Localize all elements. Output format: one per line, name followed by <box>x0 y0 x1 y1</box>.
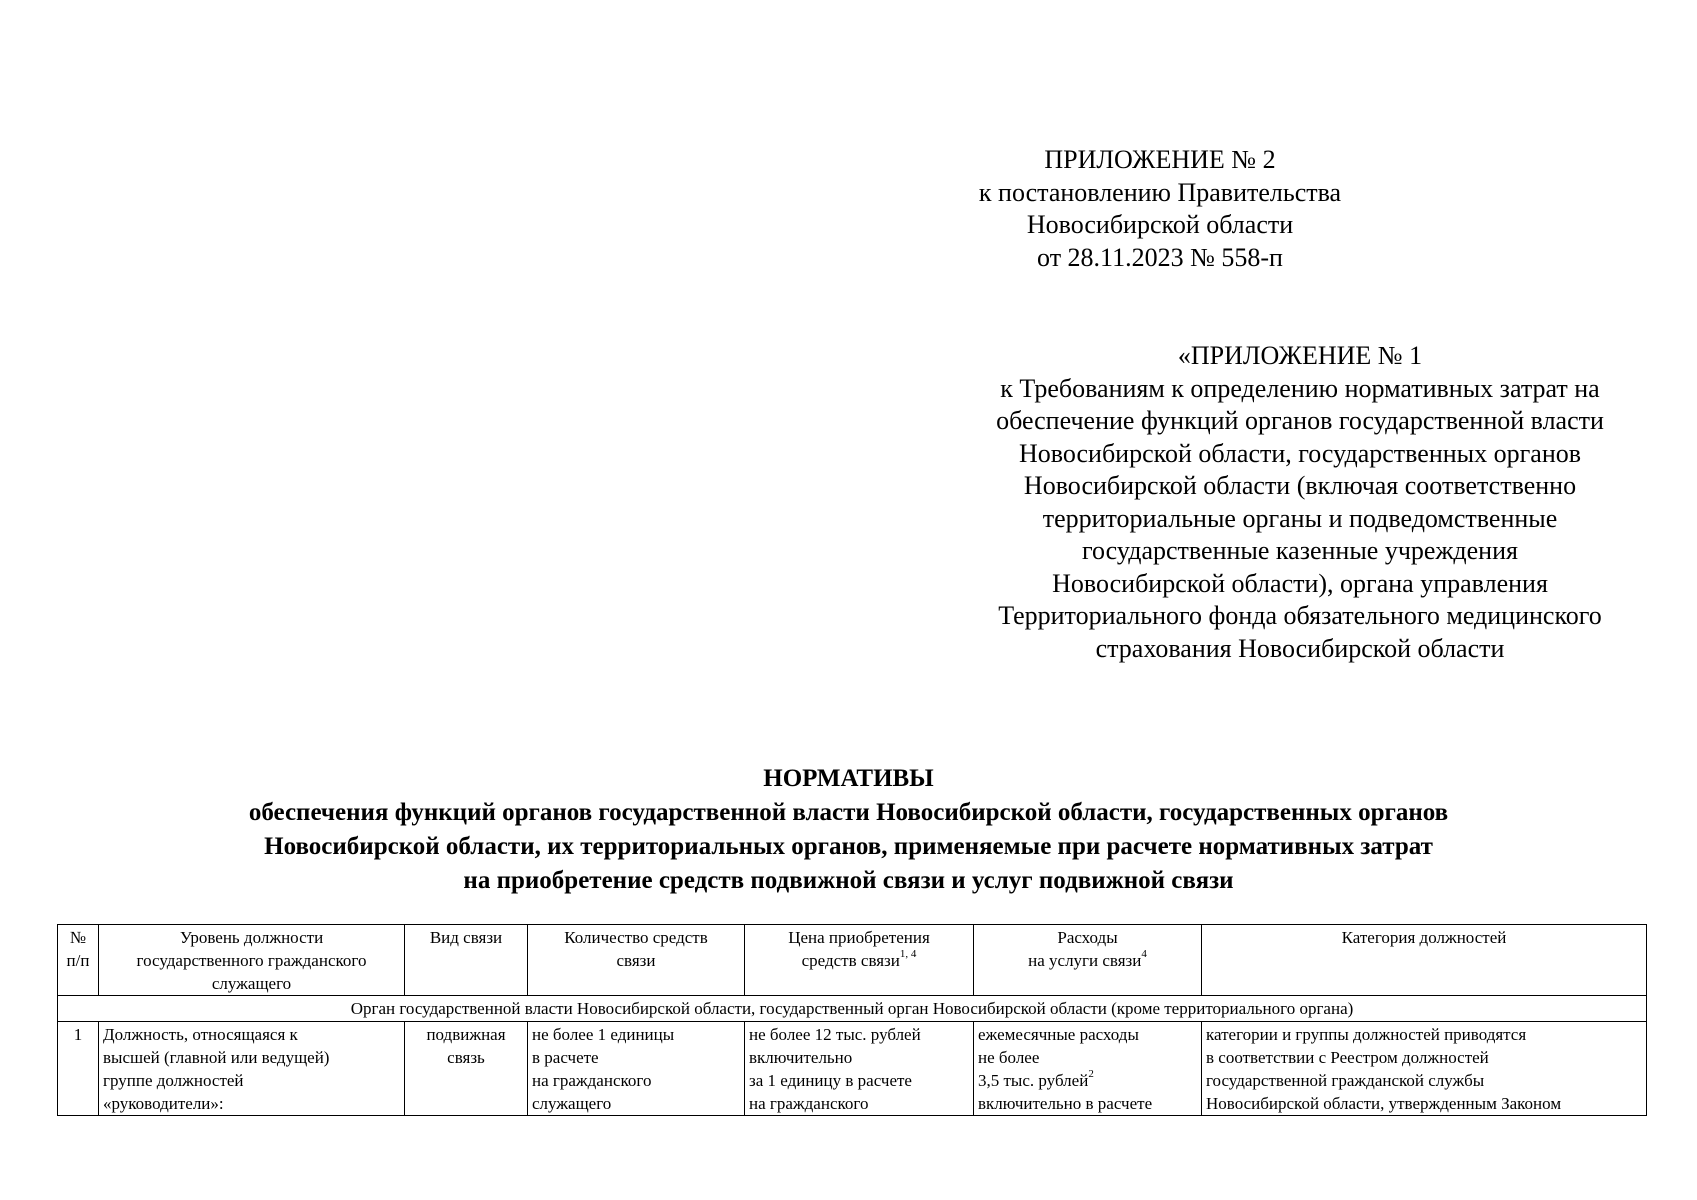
cell-position-level <box>99 1022 405 1116</box>
cell-price <box>745 1022 974 1116</box>
appendix-1-header <box>950 340 1650 665</box>
cell-line: «руководители»: <box>103 1094 224 1113</box>
header-level-line: служащего <box>211 974 292 993</box>
header-expenses-line <box>978 949 1197 972</box>
footnote-marker: 1, 4 <box>899 948 917 961</box>
cell-line: служащего <box>532 1094 612 1113</box>
cell-line: ежемесячные расходы <box>978 1025 1139 1044</box>
cell-expenses <box>974 1022 1202 1116</box>
appendix-1-line: территориальные органы и подведомственные <box>1042 503 1558 533</box>
appendix-1-line: обеспечение функций органов государственной власти <box>996 406 1604 435</box>
title-heading: НОРМАТИВЫ <box>763 765 934 792</box>
cell-line <box>978 1069 1197 1092</box>
cell-line: в расчете <box>532 1048 599 1067</box>
header-number <box>58 925 99 996</box>
cell-line: на гражданского <box>749 1094 869 1113</box>
footnote-marker: 2 <box>1088 1068 1094 1081</box>
title-line: Новосибирской области, их территориальных органов, применяемые при расчете нормативных затрат <box>264 833 1433 860</box>
header-category <box>1202 925 1647 996</box>
footnote-marker: 4 <box>1141 948 1147 961</box>
cell-number: 1 <box>58 1022 99 1116</box>
appendix-2-header <box>850 144 1470 274</box>
appendix-1-line: к Требованиям к определению нормативных затрат на <box>1000 373 1600 403</box>
cell-line: не более 1 единицы <box>532 1025 675 1044</box>
header-price <box>745 925 974 996</box>
cell-category <box>1202 1022 1647 1116</box>
title-line: на приобретение средств подвижной связи и услуг подвижной связи <box>463 867 1234 894</box>
cell-line: категории и группы должностей приводятся <box>1206 1025 1527 1044</box>
cell-line: в соответствии с Реестром должностей <box>1206 1048 1489 1067</box>
header-expenses-text: на услуги связи <box>1028 951 1142 970</box>
appendix-1-line: Территориального фонда обязательного медицинского <box>998 601 1602 630</box>
header-quantity <box>528 925 745 996</box>
cell-line: государственной гражданской службы <box>1206 1071 1485 1090</box>
header-number-line: № <box>69 928 87 947</box>
cell-text: 3,5 тыс. рублей <box>978 1071 1089 1090</box>
appendix-2-line: от 28.11.2023 № 558-п <box>1037 242 1283 272</box>
header-connection-type <box>405 925 528 996</box>
header-price-line <box>749 949 969 972</box>
appendix-1-line: государственные казенные учреждения <box>1082 536 1518 565</box>
cell-line: связь <box>447 1048 485 1067</box>
cell-connection-type <box>405 1022 528 1116</box>
header-position-level <box>99 925 405 996</box>
cell-line: Должность, относящаяся к <box>103 1025 298 1044</box>
header-expenses <box>974 925 1202 996</box>
norms-table <box>57 924 1647 1116</box>
document-title <box>0 762 1697 898</box>
appendix-1-line: Новосибирской области), органа управления <box>1052 568 1548 598</box>
cell-line: включительно в расчете <box>978 1094 1153 1113</box>
title-line: обеспечения функций органов государственной власти Новосибирской области, государственных органов <box>248 799 1449 826</box>
table-row <box>58 1022 1647 1116</box>
header-price-text: средств связи <box>801 951 900 970</box>
appendix-2-line: ПРИЛОЖЕНИЕ № 2 <box>1044 145 1276 174</box>
appendix-2-line: Новосибирской области <box>1026 210 1294 239</box>
header-level-line: Уровень должности <box>179 928 324 947</box>
appendix-2-line: к постановлению Правительства <box>978 177 1342 207</box>
header-type-line: Вид связи <box>429 928 503 947</box>
header-quantity-line: связи <box>616 951 656 970</box>
cell-line: за 1 единицу в расчете <box>749 1071 912 1090</box>
header-quantity-line: Количество средств <box>564 928 708 947</box>
cell-line: не более <box>978 1048 1040 1067</box>
cell-line: подвижная <box>426 1025 506 1044</box>
header-price-line: Цена приобретения <box>788 928 930 947</box>
header-category-line: Категория должностей <box>1341 928 1507 947</box>
cell-line: не более 12 тыс. рублей <box>749 1025 921 1044</box>
cell-line: группе должностей <box>103 1071 244 1090</box>
cell-quantity <box>528 1022 745 1116</box>
appendix-1-line: Новосибирской области (включая соответственно <box>1023 471 1577 500</box>
table-section-row <box>58 996 1647 1022</box>
cell-line: высшей (главной или ведущей) <box>103 1048 330 1067</box>
section-label: Орган государственной власти Новосибирской области, государственный орган Новосибирской области (кроме территориального органа) <box>58 996 1647 1022</box>
appendix-1-line: «ПРИЛОЖЕНИЕ № 1 <box>1177 341 1423 370</box>
appendix-1-line: Новосибирской области, государственных органов <box>1018 438 1582 468</box>
header-level-line: государственного гражданского <box>136 951 367 970</box>
cell-line: включительно <box>749 1048 853 1067</box>
table-header-row <box>58 925 1647 996</box>
header-expenses-line: Расходы <box>1057 928 1118 947</box>
cell-line: на гражданского <box>532 1071 652 1090</box>
appendix-1-line: страхования Новосибирской области <box>1095 633 1505 663</box>
header-number-line: п/п <box>66 951 90 970</box>
cell-line: Новосибирской области, утвержденным Законом <box>1206 1094 1562 1113</box>
